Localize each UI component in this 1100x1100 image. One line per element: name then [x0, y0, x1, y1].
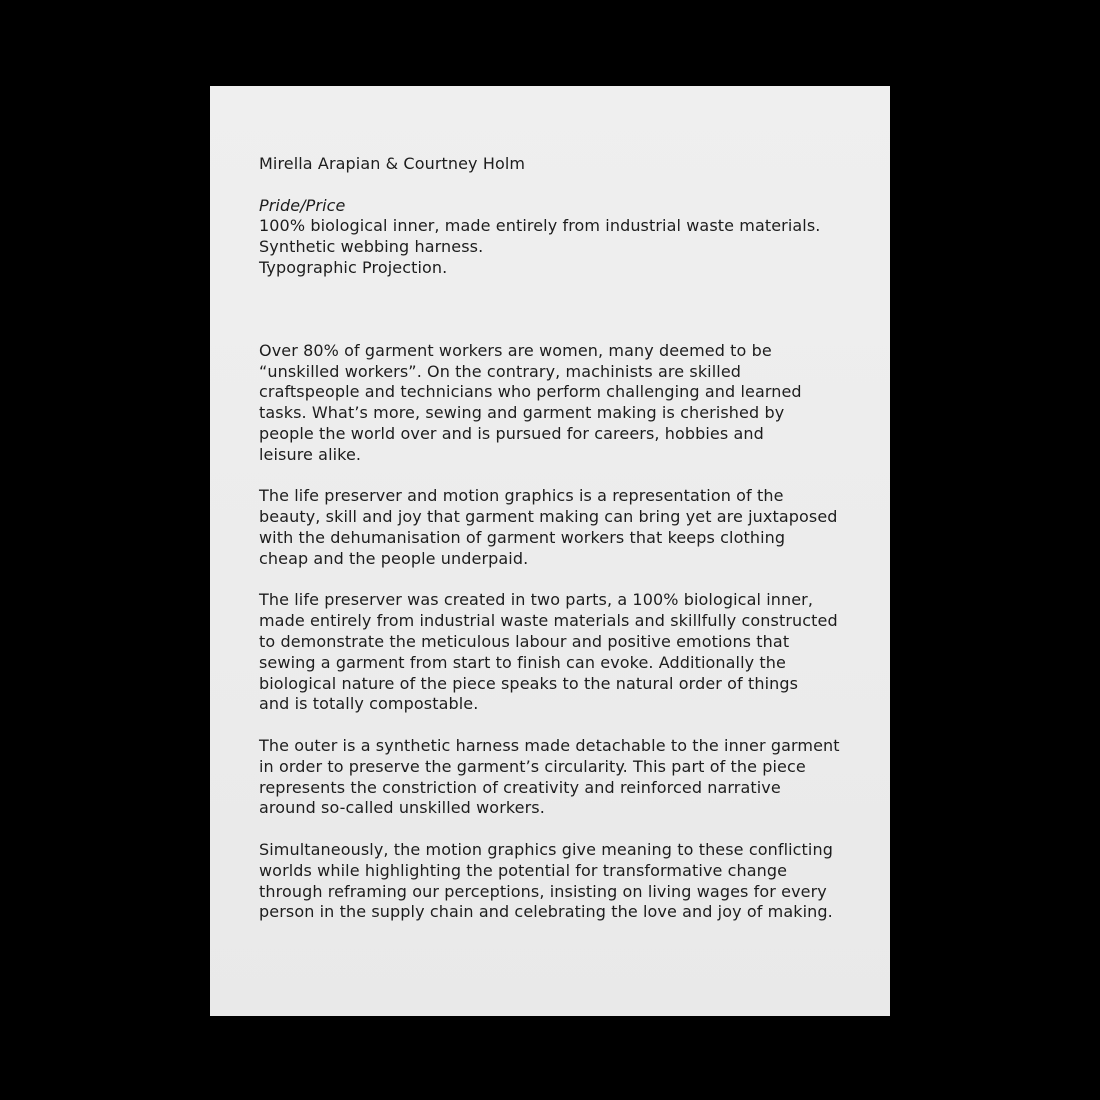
text-line: people the world over and is pursued for careers, hobbies and [259, 423, 764, 443]
printed-sheet [210, 86, 890, 1016]
text-line: Over 80% of garment workers are women, many deemed to be [259, 340, 772, 360]
text-line: Simultaneously, the motion graphics give meaning to these conflicting [259, 839, 833, 859]
material-line: Synthetic webbing harness. [259, 237, 484, 257]
work-details [259, 196, 890, 279]
material-line: Typographic Projection. [259, 257, 448, 277]
text-line: The life preserver and motion graphics is a representation of the [259, 486, 784, 506]
text-line: made entirely from industrial waste materials and skillfully constructed [259, 611, 838, 631]
text-line: in order to preserve the garment’s circularity. This part of the piece [259, 756, 806, 776]
text-line: The outer is a synthetic harness made detachable to the inner garment [259, 735, 840, 755]
text-line: with the dehumanisation of garment workers that keeps clothing [259, 527, 786, 547]
paragraph-outer-harness [259, 736, 890, 819]
text-line: tasks. What’s more, sewing and garment making is cherished by [259, 403, 785, 423]
text-line: and is totally compostable. [259, 694, 479, 714]
paragraph-life-preserver-construction [259, 590, 890, 715]
text-line: craftspeople and technicians who perform challenging and learned [259, 382, 802, 402]
paragraph-motion-graphics [259, 840, 890, 923]
text-line: cheap and the people underpaid. [259, 548, 529, 568]
text-line: worlds while highlighting the potential for transformative change [259, 860, 788, 880]
text-line: represents the constriction of creativity and reinforced narrative [259, 777, 781, 797]
text-line: through reframing our perceptions, insisting on living wages for every [259, 881, 827, 901]
text-line: leisure alike. [259, 444, 362, 464]
text-line: to demonstrate the meticulous labour and positive emotions that [259, 631, 790, 651]
text-line: sewing a garment from start to finish can evoke. Additionally the [259, 652, 786, 672]
paragraph-garment-workers [259, 341, 890, 466]
text-line: biological nature of the piece speaks to the natural order of things [259, 673, 799, 693]
author-names: Mirella Arapian & Courtney Holm [259, 154, 526, 173]
work-title: Pride/Price [259, 195, 346, 215]
text-line: beauty, skill and joy that garment making can bring yet are juxtaposed [259, 507, 838, 527]
text-line: around so-called unskilled workers. [259, 798, 545, 818]
paragraph-life-preserver-representation [259, 486, 890, 569]
text-line: “unskilled workers”. On the contrary, machinists are skilled [259, 361, 742, 381]
text-line: person in the supply chain and celebrating the love and joy of making. [259, 902, 833, 922]
material-line: 100% biological inner, made entirely from industrial waste materials. [259, 216, 821, 236]
text-line: The life preserver was created in two parts, a 100% biological inner, [259, 590, 814, 610]
